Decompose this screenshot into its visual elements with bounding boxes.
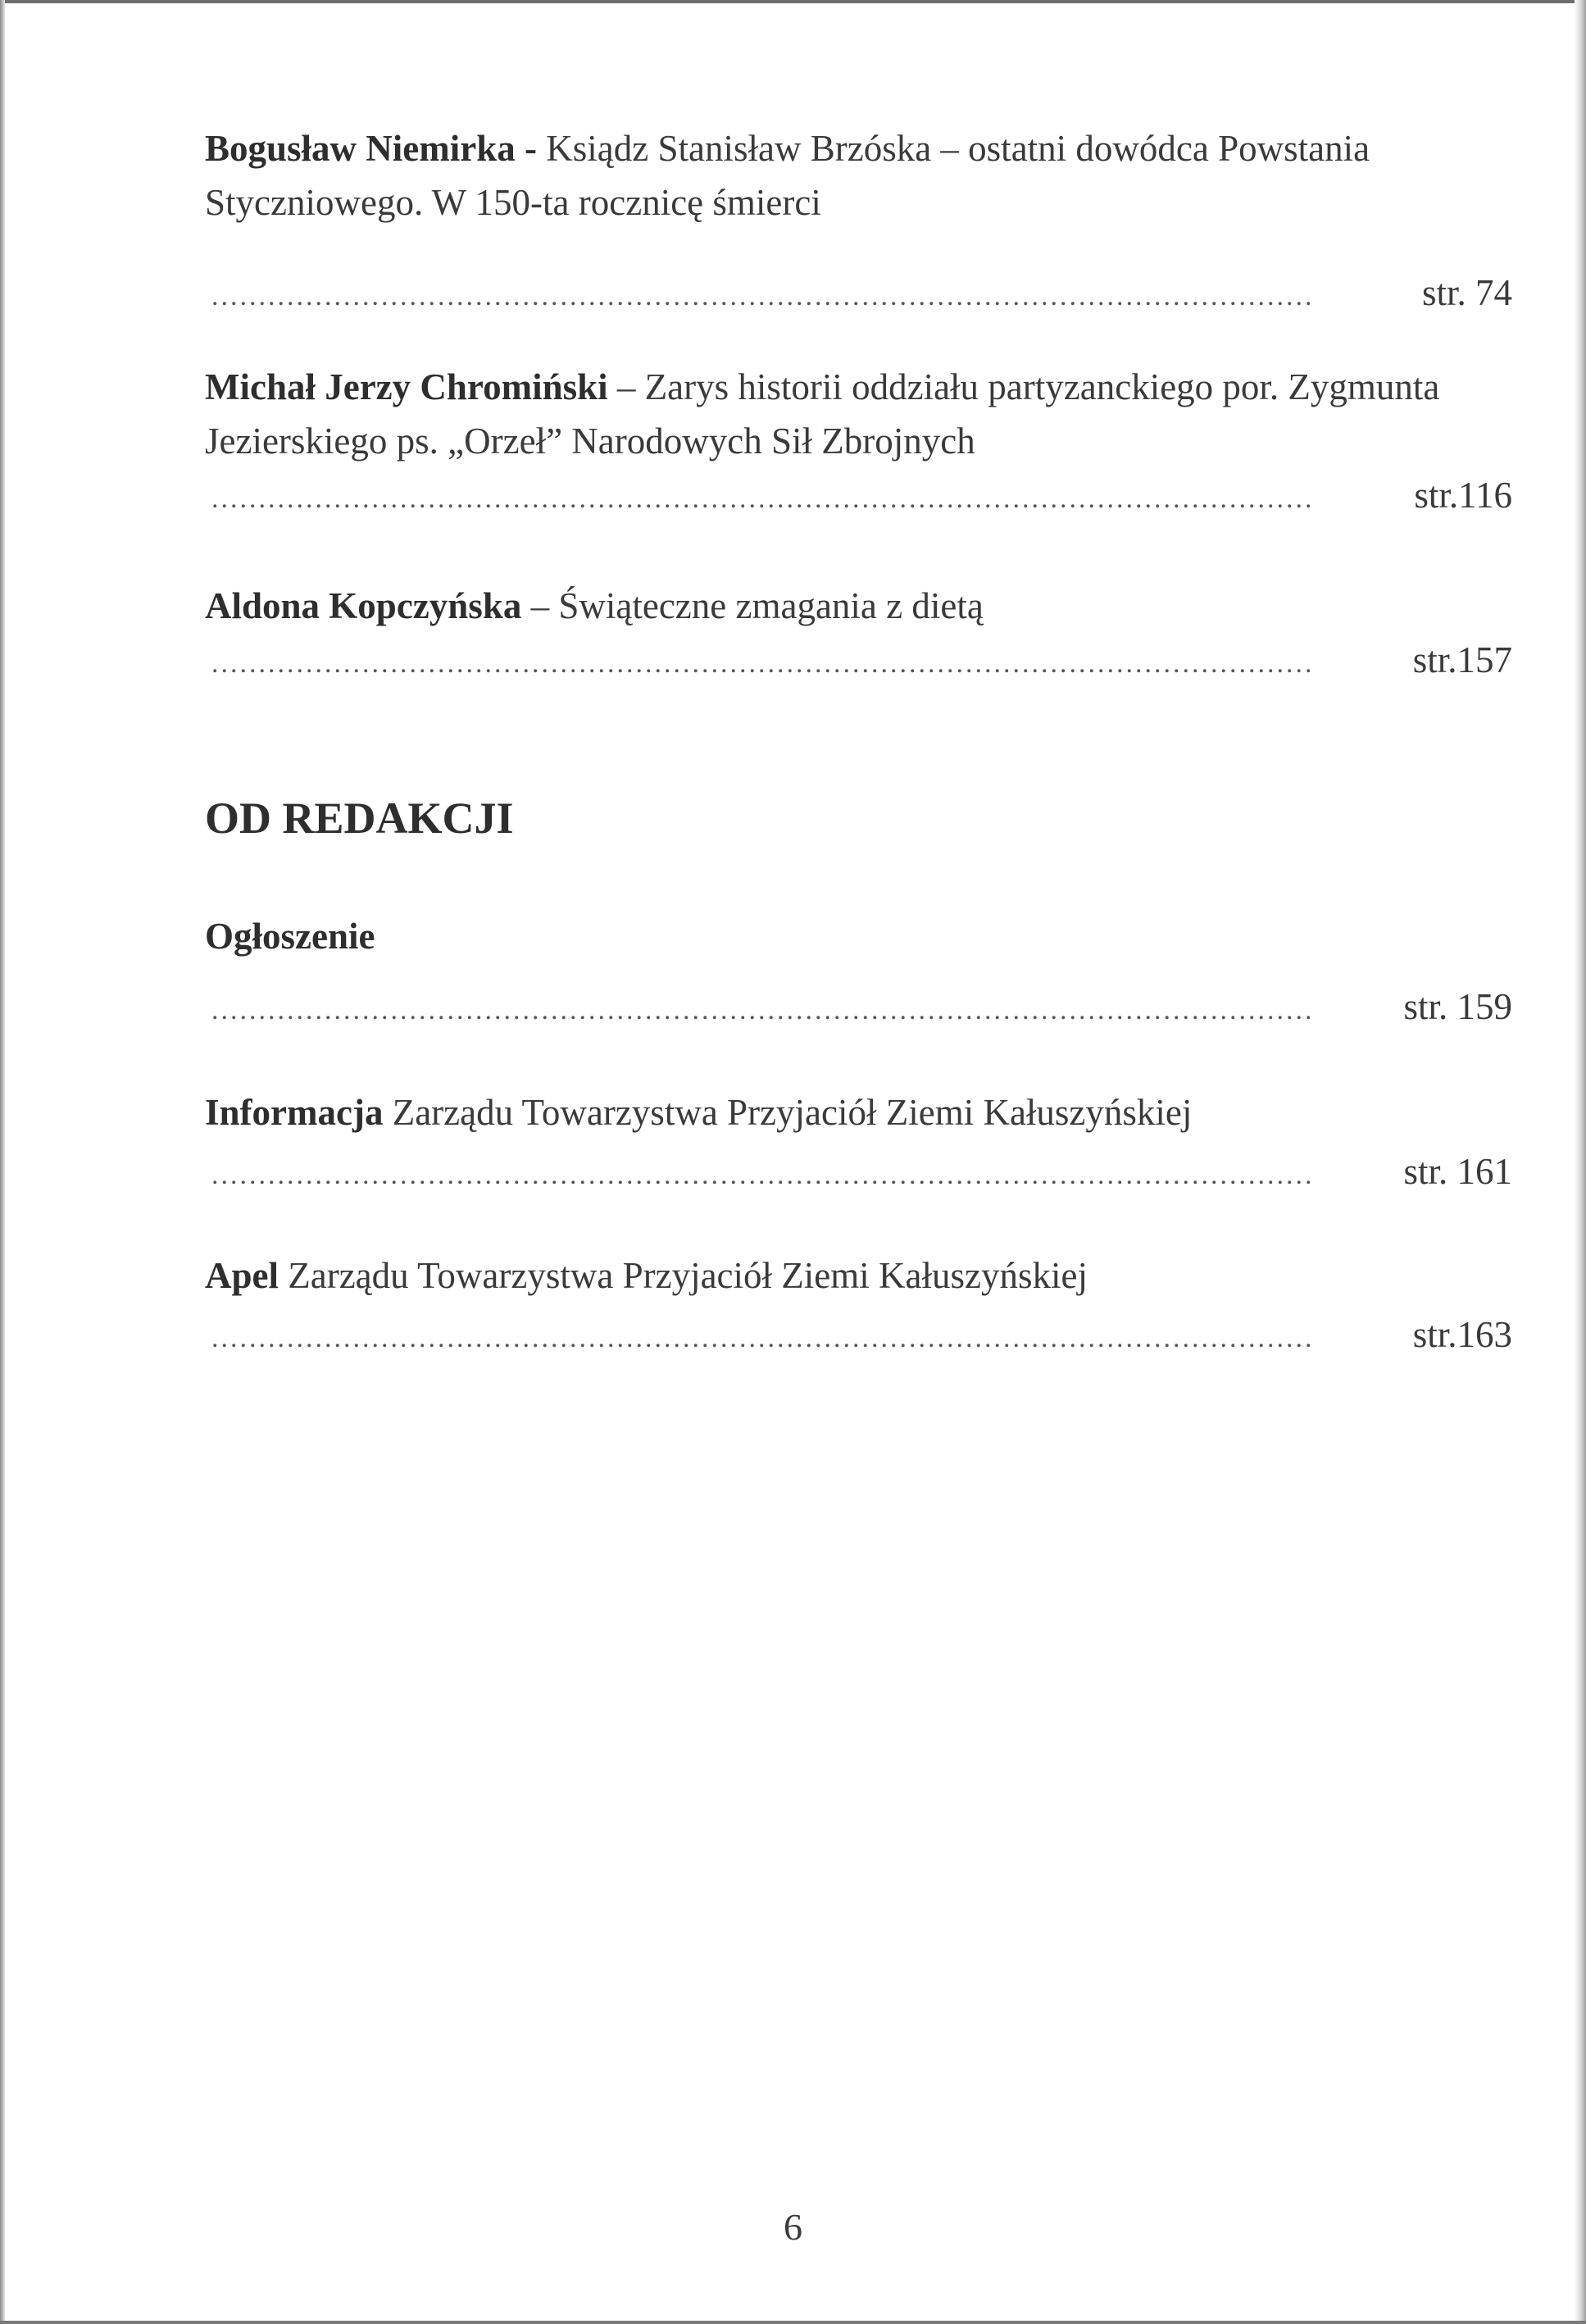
toc-entry-text	[205, 579, 1512, 633]
toc-entry-text	[205, 121, 1512, 230]
toc-entry-page: str. 74	[1421, 272, 1512, 313]
toc-entry-apel	[205, 1248, 1512, 1366]
toc-entry-title: Zarządu Towarzystwa Przyjaciół Ziemi Kałuszyńskiej	[288, 1255, 1088, 1296]
toc-entry-separator: –	[607, 366, 645, 407]
leader-dots: .....................................................................................................................	[211, 995, 1315, 1026]
toc-entry-separator: –	[521, 585, 559, 626]
toc-entry-page: str.163	[1412, 1314, 1512, 1355]
toc-entry-text	[205, 1248, 1512, 1303]
toc-entry-title: Świąteczne zmagania z dietą	[558, 585, 984, 626]
leader-dots: .....................................................................................................................	[211, 1160, 1315, 1190]
toc-entry-informacja	[205, 1085, 1512, 1203]
toc-entry-title: Zarys historii oddziału partyzanckiego por. Zygmunta Jezierskiego ps. „Orzeł” Narodowych Sił Zbrojnych	[205, 366, 1440, 462]
toc-entry-text	[205, 909, 1512, 963]
toc-entry-author: Bogusław Niemirka	[205, 128, 516, 169]
leader-dots: .....................................................................................................................	[211, 281, 1315, 312]
toc-entry-ogloszenie	[205, 909, 1512, 1038]
toc-entry-separator	[383, 1092, 392, 1133]
page-edge-bottom	[0, 2321, 1586, 2324]
toc-entry-separator: -	[515, 128, 547, 169]
toc-entry-author: Michał Jerzy Chromiński	[205, 366, 608, 407]
page-edge-left	[0, 0, 5, 2324]
page-number: 6	[784, 2206, 802, 2248]
page-edge-top	[0, 0, 1586, 3]
toc-entry-chrominski	[205, 360, 1512, 526]
toc-entry-author: Informacja	[205, 1092, 384, 1133]
toc-entry-author: Aldona Kopczyńska	[205, 585, 522, 626]
toc-entry-author: Ogłoszenie	[205, 916, 375, 957]
toc-entry-text	[205, 360, 1512, 468]
toc-entry-page: str. 161	[1403, 1151, 1512, 1192]
toc-entry-page: str.157	[1412, 639, 1512, 680]
toc-entry-leader	[211, 1308, 1512, 1366]
page-edge-right	[1575, 0, 1586, 2324]
toc-entry-leader	[211, 633, 1512, 691]
toc-entry-separator	[279, 1255, 288, 1296]
toc-entry-leader	[211, 266, 1512, 324]
leader-dots: .....................................................................................................................	[211, 1323, 1315, 1353]
toc-entry-brzoska	[205, 121, 1512, 324]
leader-dots: .....................................................................................................................	[211, 648, 1315, 679]
toc-entry-leader	[211, 468, 1512, 526]
toc-entry-title: Ksiądz Stanisław Brzóska – ostatni dowódca Powstania Styczniowego. W 150-ta rocznicę śmierci	[205, 128, 1370, 223]
leader-dots: .....................................................................................................................	[211, 484, 1315, 514]
toc-entry-author: Apel	[205, 1255, 279, 1296]
toc-entry-page: str.116	[1414, 475, 1512, 516]
toc-entry-kopczynska	[205, 579, 1512, 691]
section-heading: OD REDAKCJI	[205, 794, 514, 843]
toc-entry-page: str. 159	[1403, 986, 1512, 1027]
toc-entry-leader	[211, 980, 1512, 1038]
toc-entry-text	[205, 1085, 1512, 1139]
toc-entry-title: Zarządu Towarzystwa Przyjaciół Ziemi Kałuszyńskiej	[392, 1092, 1193, 1133]
table-of-contents	[205, 121, 1512, 1366]
toc-entry-leader	[211, 1144, 1512, 1203]
